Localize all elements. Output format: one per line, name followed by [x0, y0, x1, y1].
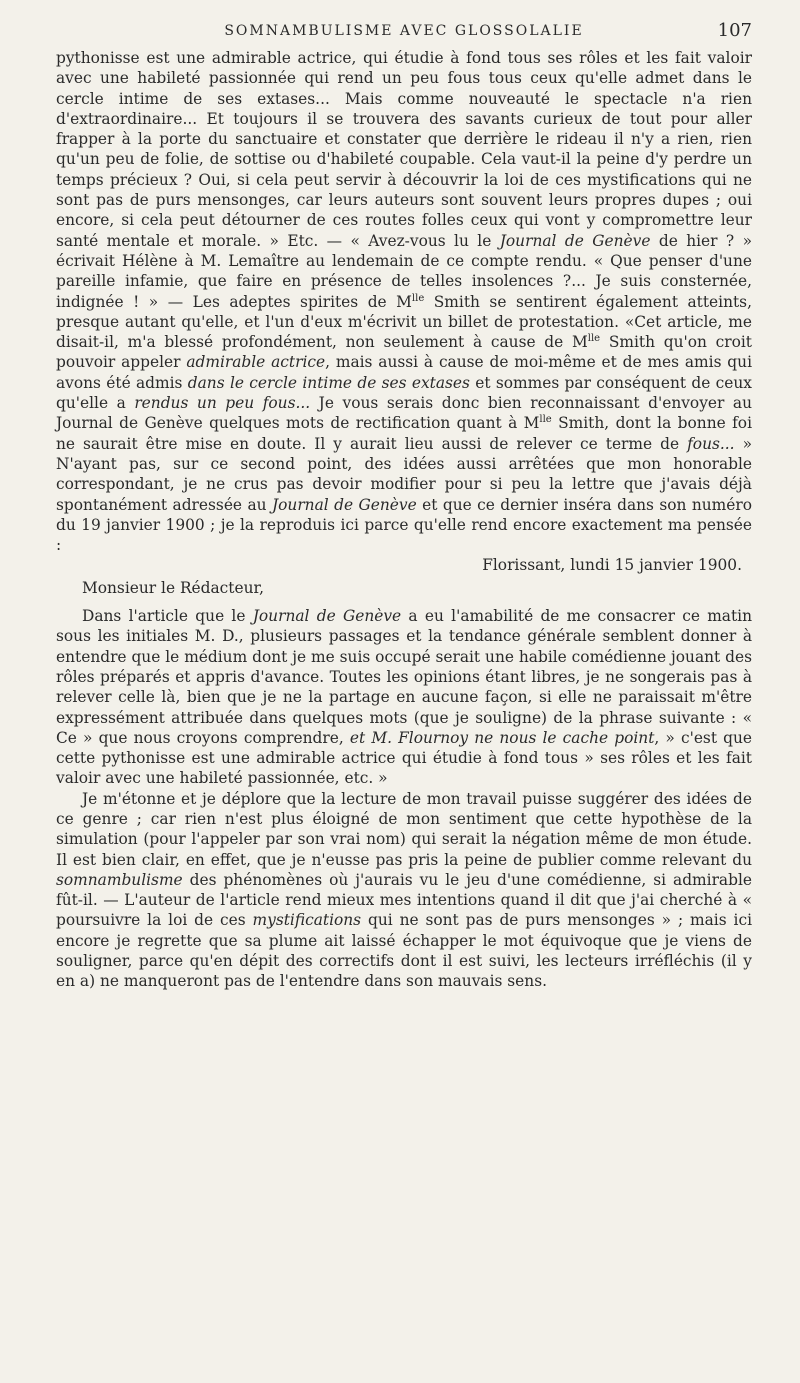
- italic-text-segment: admirable actrice: [186, 353, 326, 372]
- italic-text-segment: dans le cercle intime de ses extases: [187, 373, 470, 392]
- italic-text-segment: Journal de Genève: [499, 231, 651, 250]
- running-title: SOMNAMBULISME AVEC GLOSSOLALIE: [224, 23, 584, 39]
- italic-text-segment: et M. Flournoy ne nous le cache point: [349, 728, 655, 747]
- text-segment: pythonisse est une admirable actrice, qui étudie à fond tous ses rôles et les fait valoir avec une habileté passionnée qui rend un peu fous tous ceux qu'elle admet dans le cercle intime de ses extases... Mais comme nouveauté le spectacle n'a rien d'extraordinaire... Et toujours il se trouvera des savants curieux de tout pour aller frapper à la porte du sanctuaire et constater que derrière le rideau il n'y a rien, rien qu'un peu de folie, de sottise ou d'habileté coupable. Cela vaut-il la peine d'y perdre un temps précieux ? Oui, si cela peut servir à découvrir la loi de ces mystifications qui ne sont pas de purs mensonges, car leurs auteurs sont souvent leurs propres dupes ; oui encore, si cela peut détourner de ces routes folles ceux qui vont y compromettre leur santé mentale et morale. » Etc. — « Avez-vous lu le: [56, 49, 752, 250]
- text-segment: Je vous serais donc bien reconnaissant d'envoyer au Journal de Genève quelques mots de rectification quant à M: [56, 394, 752, 433]
- letter-salutation: Monsieur le Rédacteur,: [82, 578, 265, 597]
- text-segment: , » c'est que cette pythonisse est une admirable actrice qui étudie à fond tous » ses rôles et les fait valoir avec une habileté passionnée, etc. »: [56, 728, 753, 788]
- italic-text-segment: mystifications: [252, 911, 362, 930]
- text-segment: a eu l'amabilité de me consacrer ce matin sous les initiales M. D., plusieurs passages et la tendance générale semblent donner à entendre que le médium dont je me suis occupé serait une habile comédienne jouant des rôles préparés et appris d'avance. Toutes les opinions étant libres, je ne songerais pas à relever celle là, bien que je ne la partage en aucune façon, si elle ne paraissait m'être expressément attribuée dans quelques mots (que je souligne) de la phrase suivante : « Ce » que nous croyons comprendre,: [56, 607, 752, 747]
- italic-text-segment: fous...: [687, 434, 735, 453]
- text-segment: Smith se sentirent également atteints, presque autant qu'elle, et l'un d'eux m'écrivit un billet de protestation. «Cet article, me disait-il, m'a blessé profondément, non seulement à cause de M: [56, 292, 752, 352]
- superscript-text-segment: lle: [411, 292, 425, 304]
- text-segment: Je m'étonne et je déplore que la lecture de mon travail puisse suggérer des idées de ce genre ; car rien n'est plus éloigné de mon sentiment que cette hypothèse de la simulation (pour l'appeler par son vrai nom) qui serait la négation même de mon étude. Il est bien clair, en effet, que je n'eusse pas pris la peine de publier comme relevant du: [56, 789, 752, 869]
- body-text: [56, 48, 752, 992]
- text-segment: Smith, dont la bonne foi ne saurait être mise en doute. Il y aurait lieu aussi de relever ce terme de: [56, 414, 752, 453]
- page-number: 107: [717, 20, 752, 41]
- italic-text-segment: Journal de Genève: [252, 607, 402, 626]
- italic-text-segment: rendus un peu fous...: [134, 394, 311, 413]
- text-segment: Dans l'article que le: [82, 607, 253, 626]
- letter-paragraph-1: [56, 606, 752, 789]
- text-segment: des phénomènes où j'aurais vu le jeu d'une comédienne, si admirable fût-il. — L'auteur de l'article rend mieux mes intentions quand il dit que j'ai cherché à « poursuivre la loi de ces: [56, 870, 752, 930]
- paragraph-continuation: [56, 48, 752, 555]
- letter-dateline: Florissant, lundi 15 janvier 1900.: [482, 556, 742, 575]
- text-segment: , mais aussi à cause de moi-même et de mes amis qui avons été admis: [56, 353, 752, 392]
- italic-text-segment: somnambulisme: [56, 870, 183, 889]
- running-header: [56, 14, 752, 48]
- letter-paragraph-2: [56, 789, 752, 992]
- text-segment: et que ce dernier inséra dans son numéro du 19 janvier 1900 ; je la reproduis ici parce qu'elle rend encore exactement ma pensée :: [56, 495, 753, 555]
- superscript-text-segment: lle: [587, 333, 601, 345]
- text-segment: et sommes par conséquent de ceux qu'elle a: [56, 373, 752, 413]
- italic-text-segment: Journal de Genève: [271, 495, 417, 514]
- text-segment: qui ne sont pas de purs mensonges » ; mais ici encore je regrette que sa plume ait laissé échapper le mot équivoque que je viens de souligner, parce qu'en dépit des correctifs dont il est suivi, les lecteurs irréfléchis (il y en a) ne manqueront pas de l'entendre dans son mauvais sens.: [56, 911, 752, 991]
- text-segment: » N'ayant pas, sur ce second point, des idées aussi arrêtées que mon honorable correspondant, je ne crus pas devoir modifier pour si peu la lettre que j'avais déjà spontanément adressée au: [56, 434, 752, 514]
- text-segment: Smith qu'on croit pouvoir appeler: [56, 333, 752, 372]
- text-segment: de hier ? » écrivait Hélène à M. Lemaître au lendemain de ce compte rendu. « Que penser d'une pareille infamie, que faire en présence de telles insolences ?... Je suis consternée, indignée ! » — Les adeptes spirites de M: [56, 231, 752, 311]
- superscript-text-segment: lle: [539, 414, 552, 426]
